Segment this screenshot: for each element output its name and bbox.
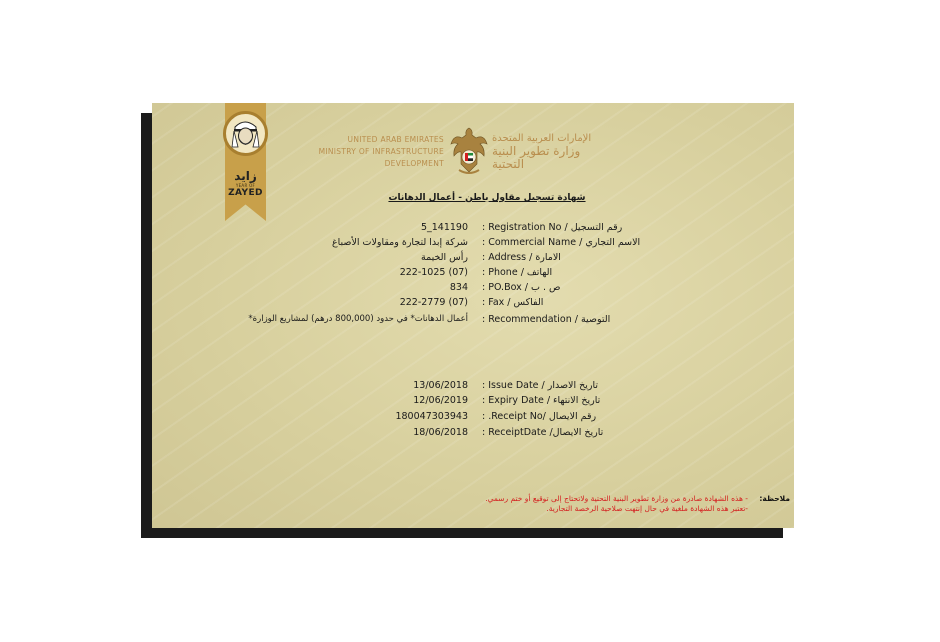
date-label: تاريخ الاصدار / Issue Date : <box>482 380 599 391</box>
note-line2: -تعتبر هذه الشهادة ملغية في حال إنتهت صلاحية الرخصة التجارية. <box>546 504 748 513</box>
date-label: تاريخ الانتهاء / Expiry Date : <box>482 395 601 406</box>
ministry-en-line1: UNITED ARAB EMIRATES <box>347 135 444 144</box>
date-label: رقم الايصال /Receipt No. : <box>482 411 597 422</box>
date-value: 180047303943 <box>395 411 468 422</box>
ministry-ar-line3: التحتية <box>492 157 525 171</box>
date-value: 18/06/2018 <box>413 427 468 438</box>
certificate-title: شهادة تسجيل مقاول باطن - أعمال الدهانات <box>388 193 586 203</box>
note-label: ملاحظة: <box>759 494 790 503</box>
field-label: التوصية / Recommendation : <box>482 314 611 325</box>
field-value: شركة إبدا لتجارة ومقاولات الأصباغ <box>331 237 468 248</box>
field-label: رقم التسجيل / Registration No : <box>482 222 623 233</box>
badge-arabic: زايد <box>234 169 257 183</box>
portrait-icon <box>230 117 261 151</box>
date-value: 13/06/2018 <box>413 380 468 391</box>
field-label: الامارة / Address : <box>482 252 561 263</box>
date-label: تاريخ الايصال/ ReceiptDate : <box>482 427 604 438</box>
field-label: ص . ب / PO.Box : <box>482 282 561 293</box>
field-value: (07) 222-2779 <box>399 297 468 308</box>
certificate <box>152 103 794 528</box>
uae-eagle-emblem-icon <box>450 126 488 176</box>
ministry-name-arabic <box>492 132 652 171</box>
ministry-ar-line1: الإمارات العربية المتحدة <box>492 133 592 144</box>
badge-year-label: YEAR OF <box>235 183 256 188</box>
field-value: أعمال الدهانات* في حدود (800,000 درهم) لمشاريع الوزارة* <box>248 314 468 324</box>
date-value: 12/06/2019 <box>413 395 468 406</box>
ministry-name-english <box>292 134 444 170</box>
note-text <box>452 494 748 514</box>
field-label: الاسم التجاري / Commercial Name : <box>482 237 641 248</box>
ministry-ar-line2: وزارة تطوير البنية <box>492 144 581 158</box>
field-value: 834 <box>449 282 468 293</box>
ministry-en-line3: DEVELOPMENT <box>384 159 444 168</box>
note-line1: - هذه الشهادة صادرة من وزارة تطوير البنية التحتية ولاتحتاج إلى توقيع أو ختم رسمي. <box>485 494 748 503</box>
ministry-en-line2: MINISTRY OF INFRASTRUCTURE <box>318 147 444 156</box>
badge-name: ZAYED <box>228 188 263 198</box>
field-value: (07) 222-1025 <box>399 267 468 278</box>
field-value: رأس الخيمة <box>421 252 468 263</box>
field-value: 141190_5 <box>420 222 468 233</box>
field-label: الهاتف / Phone : <box>482 267 553 278</box>
zayed-portrait-medal <box>223 111 268 156</box>
field-label: الفاكس / Fax : <box>482 297 544 308</box>
year-of-zayed-badge <box>225 103 266 221</box>
